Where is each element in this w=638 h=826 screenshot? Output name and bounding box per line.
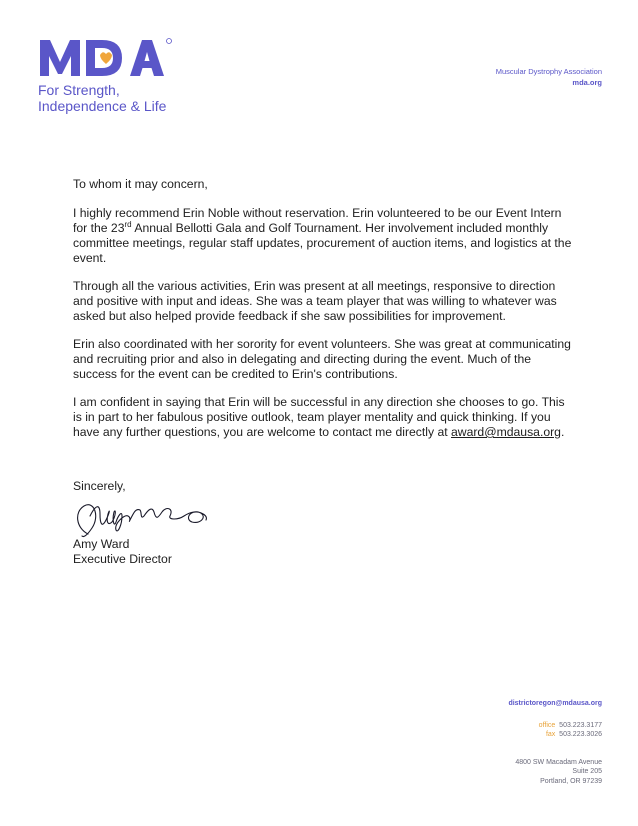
paragraph-4 (73, 395, 573, 440)
ordinal-suffix: rd (124, 219, 132, 229)
closing: Sincerely, (73, 479, 126, 493)
paragraph-1 (73, 206, 573, 266)
signer-title: Executive Director (73, 552, 172, 566)
address-line-1: 4800 SW Macadam Avenue (515, 758, 602, 766)
tagline-line-1: For Strength, (38, 82, 120, 98)
paragraph-2: Through all the various activities, Erin was present at all meetings, responsive to direction and positive with input and ideas. She was a team player that was willing to whatever was asked but also helped provide feedback if she saw possibilities for improvement. (73, 279, 557, 323)
org-info (496, 66, 602, 88)
tagline-line-2: Independence & Life (38, 98, 167, 114)
office-number: 503.223.3177 (559, 721, 602, 729)
org-url: mda.org (572, 78, 602, 87)
paragraph-1-text-a: I highly recommend Erin Noble without reservation. Erin volunteered to be our Event Intern for the 23 (73, 206, 562, 235)
org-name: Muscular Dystrophy Association (495, 67, 602, 76)
contact-email-link[interactable]: award@mdausa.org (451, 425, 561, 439)
fax-number: 503.223.3026 (559, 731, 602, 738)
office-line (508, 721, 602, 731)
address-line-3: Portland, OR 97239 (540, 777, 602, 785)
mda-logo-mark (38, 34, 174, 78)
footer-phones (508, 721, 602, 740)
paragraph-4-end: . (560, 425, 565, 439)
salutation: To whom it may concern, (73, 177, 208, 191)
paragraph-1-text-b: Annual Bellotti Gala and Golf Tournament. Her involvement included monthly committee meetings, regular staff updates, procurement of auction items, and logistics at the event. (73, 221, 572, 265)
signer-block (73, 537, 172, 567)
fax-line (508, 730, 602, 740)
paragraph-3: Erin also coordinated with her sorority for event volunteers. She was great at communicating and recruiting prior and also in delegating and directing during the event. Much of the success for the event can be credited to Erin's contributions. (73, 337, 571, 381)
fax-label: fax (545, 731, 556, 738)
signer-name: Amy Ward (73, 537, 130, 551)
address-line-2: Suite 205 (572, 768, 602, 775)
letter-body (73, 177, 573, 453)
logo-tagline (38, 82, 166, 114)
mda-logo (38, 34, 174, 78)
footer-email[interactable]: districtoregon@mdausa.org (508, 700, 602, 707)
footer-address (508, 758, 602, 787)
footer-contact (508, 699, 602, 786)
office-label: office (538, 721, 556, 729)
paragraph-4-text: I am confident in saying that Erin will be successful in any direction she chooses to go. This is in part to her fabulous positive outlook, team player mentality and quick thinking. If you have any further questions, you are welcome to contact me directly at (73, 395, 565, 439)
